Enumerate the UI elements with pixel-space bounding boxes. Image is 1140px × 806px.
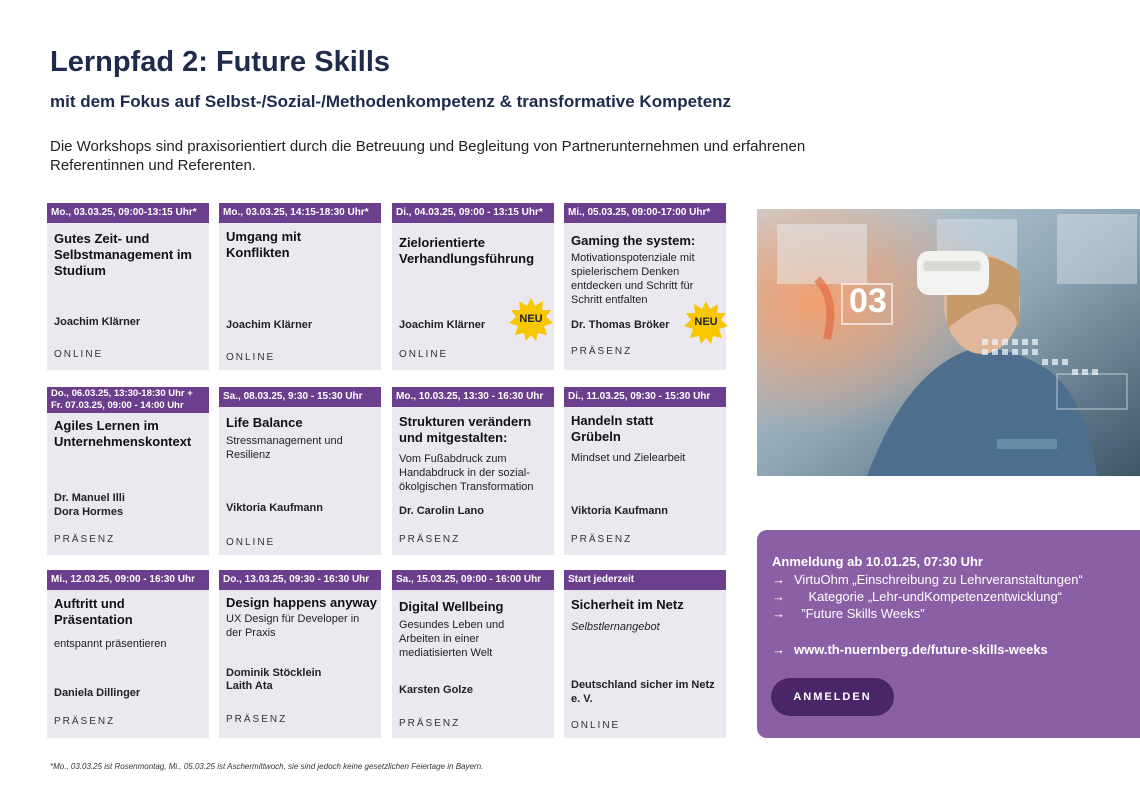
workshop-title: Strukturen verändern und mitgestalten: xyxy=(399,414,532,445)
date-bar: Mi., 12.03.25, 09:00 - 16:30 Uhr xyxy=(47,570,209,590)
registration-heading: Anmeldung ab 10.01.25, 07:30 Uhr xyxy=(772,554,983,569)
speaker-2: Dora Hormes xyxy=(54,506,124,518)
new-badge xyxy=(684,300,728,344)
arrow-right-icon: → xyxy=(772,642,785,657)
workshop-card-konflikte xyxy=(219,203,381,370)
speaker: Joachim Klärner xyxy=(399,319,486,331)
speaker: Viktoria Kaufmann xyxy=(226,502,323,514)
format-label: PRÄSENZ xyxy=(226,714,288,725)
registration-line-2 xyxy=(772,589,1062,604)
workshop-title: Sicherheit im Netz xyxy=(571,597,684,612)
format-label: PRÄSENZ xyxy=(571,346,633,357)
format-label: ONLINE xyxy=(226,537,276,548)
workshop-card-strukturen xyxy=(392,387,554,555)
date-bar: Di., 04.03.25, 09:00 - 13:15 Uhr* xyxy=(392,203,554,223)
footnote: *Mo., 03.03.25 ist Rosenmontag, Mi., 05.03.25 ist Aschermittwoch, sie sind jedoch keine gesetzlichen Feiertage in Bayern. xyxy=(50,762,484,771)
workshop-card-zeitmanagement xyxy=(47,203,209,370)
speaker: Dr. Manuel Illi xyxy=(54,492,125,504)
workshop-card-gaming xyxy=(564,203,726,370)
format-label: PRÄSENZ xyxy=(399,718,461,729)
workshop-card-sicherheit xyxy=(564,570,726,738)
register-button[interactable]: ANMELDEN xyxy=(771,678,894,716)
registration-line-3 xyxy=(772,606,925,621)
date-bar: Mo., 03.03.25, 14:15-18:30 Uhr* xyxy=(219,203,381,223)
workshop-card-auftritt xyxy=(47,570,209,738)
speaker: Joachim Klärner xyxy=(226,319,313,331)
format-label: PRÄSENZ xyxy=(54,534,116,545)
workshop-description: Mindset und Zielearbeit xyxy=(571,452,686,464)
workshop-card-design xyxy=(219,570,381,738)
workshop-title: Gaming the system: xyxy=(571,233,696,248)
workshop-description: UX Design für Developer in der Praxis xyxy=(226,613,360,639)
date-bar: Do., 13.03.25, 09:30 - 16:30 Uhr xyxy=(219,570,381,590)
workshop-title: Design happens anyway xyxy=(226,595,377,610)
registration-line-2-text: Kategorie „Lehr-undKompetenzentwicklung“ xyxy=(808,589,1063,604)
workshop-title: Digital Wellbeing xyxy=(399,599,504,614)
speaker: Dr. Thomas Bröker xyxy=(571,319,670,331)
speaker-2: Laith Ata xyxy=(226,680,273,692)
date-line-2: Fr. 07.03.25, 09:00 - 14:00 Uhr xyxy=(51,400,184,411)
workshop-description: Selbstlernangebot xyxy=(571,621,660,633)
page-title: Lernpfad 2: Future Skills xyxy=(50,46,390,78)
format-label: ONLINE xyxy=(399,349,449,360)
workshop-description: Vom Fußabdruck zum Handabdruck in der sozial-ökolgischen Transformation xyxy=(399,453,534,493)
workshop-card-digital-wellbeing xyxy=(392,570,554,738)
arrow-right-icon: → xyxy=(772,606,785,621)
overlay-number: 03 xyxy=(849,282,887,320)
workshop-title: Auftritt und Präsentation xyxy=(54,596,133,627)
workshop-description: Stressmanagement und Resilienz xyxy=(226,435,343,461)
workshop-description: Gesundes Leben und Arbeiten in einer mediatisierten Welt xyxy=(399,619,505,659)
workshop-title: Umgang mit Konflikten xyxy=(226,229,302,260)
new-badge-label: NEU xyxy=(694,316,718,328)
speaker: Deutschland sicher im Netz e. V. xyxy=(571,679,715,705)
date-line-1: Do., 06.03.25, 13:30-18:30 Uhr + xyxy=(51,388,193,399)
speaker: Dr. Carolin Lano xyxy=(399,505,484,517)
arrow-right-icon: → xyxy=(772,572,785,587)
speaker: Dominik Stöcklein xyxy=(226,667,322,679)
vr-illustration xyxy=(757,209,1140,476)
workshop-card-agiles-lernen xyxy=(47,387,209,555)
new-badge xyxy=(509,297,553,341)
workshop-card-life-balance xyxy=(219,387,381,555)
format-label: ONLINE xyxy=(54,349,104,360)
date-bar: Sa., 15.03.25, 09:00 - 16:00 Uhr xyxy=(392,570,554,590)
speaker: Daniela Dillinger xyxy=(54,687,141,699)
format-label: PRÄSENZ xyxy=(571,534,633,545)
intro-text: Die Workshops sind praxisorientiert durch die Betreuung und Begleitung von Partnerunternehmen und erfahrenen Referentinnen und Referenten. xyxy=(50,138,806,174)
date-bar: Start jederzeit xyxy=(564,570,726,590)
workshop-title: Agiles Lernen im Unternehmenskontext xyxy=(54,418,192,449)
speaker: Karsten Golze xyxy=(399,684,473,696)
workshop-title: Zielorientierte Verhandlungsführung xyxy=(399,235,535,266)
new-badge-label: NEU xyxy=(519,313,543,325)
registration-line-1-text: VirtuOhm „Einschreibung zu Lehrveranstaltungen“ xyxy=(794,572,1083,587)
workshop-title: Gutes Zeit- und Selbstmanagement im Studium xyxy=(54,231,192,278)
speaker: Joachim Klärner xyxy=(54,316,141,328)
format-label: PRÄSENZ xyxy=(399,534,461,545)
workshop-title: Life Balance xyxy=(226,415,303,430)
date-bar: Sa., 08.03.25, 9:30 - 15:30 Uhr xyxy=(219,387,381,407)
format-label: ONLINE xyxy=(571,720,621,731)
date-bar: Mo., 10.03.25, 13:30 - 16:30 Uhr xyxy=(392,387,554,407)
registration-url[interactable]: www.th-nuernberg.de/future-skills-weeks xyxy=(794,642,1048,657)
workshop-description: Motivationspotenziale mit spielerischem Denken entdecken und Schritt für Schritt entfalten xyxy=(571,252,695,306)
workshop-card-verhandlung xyxy=(392,203,554,370)
date-bar: Mi., 05.03.25, 09:00-17:00 Uhr* xyxy=(564,203,726,223)
registration-line-3-text: ”Future Skills Weeks” xyxy=(801,606,925,621)
vr-photo xyxy=(757,209,1140,476)
registration-link[interactable] xyxy=(772,642,1048,657)
arrow-right-icon: → xyxy=(772,589,785,604)
format-label: ONLINE xyxy=(226,352,276,363)
date-bar: Di., 11.03.25, 09:30 - 15:30 Uhr xyxy=(564,387,726,407)
speaker: Viktoria Kaufmann xyxy=(571,505,668,517)
workshop-description: entspannt präsentieren xyxy=(54,638,167,650)
date-bar: Mo., 03.03.25, 09:00-13:15 Uhr* xyxy=(47,203,209,223)
registration-panel xyxy=(757,530,1140,738)
workshop-title: Handeln statt Grübeln xyxy=(571,413,654,444)
format-label: PRÄSENZ xyxy=(54,716,116,727)
page-subtitle: mit dem Fokus auf Selbst-/Sozial-/Methodenkompetenz & transformative Kompetenz xyxy=(50,92,732,111)
registration-line-1 xyxy=(772,572,1083,587)
workshop-card-handeln xyxy=(564,387,726,555)
date-bar xyxy=(47,387,209,413)
